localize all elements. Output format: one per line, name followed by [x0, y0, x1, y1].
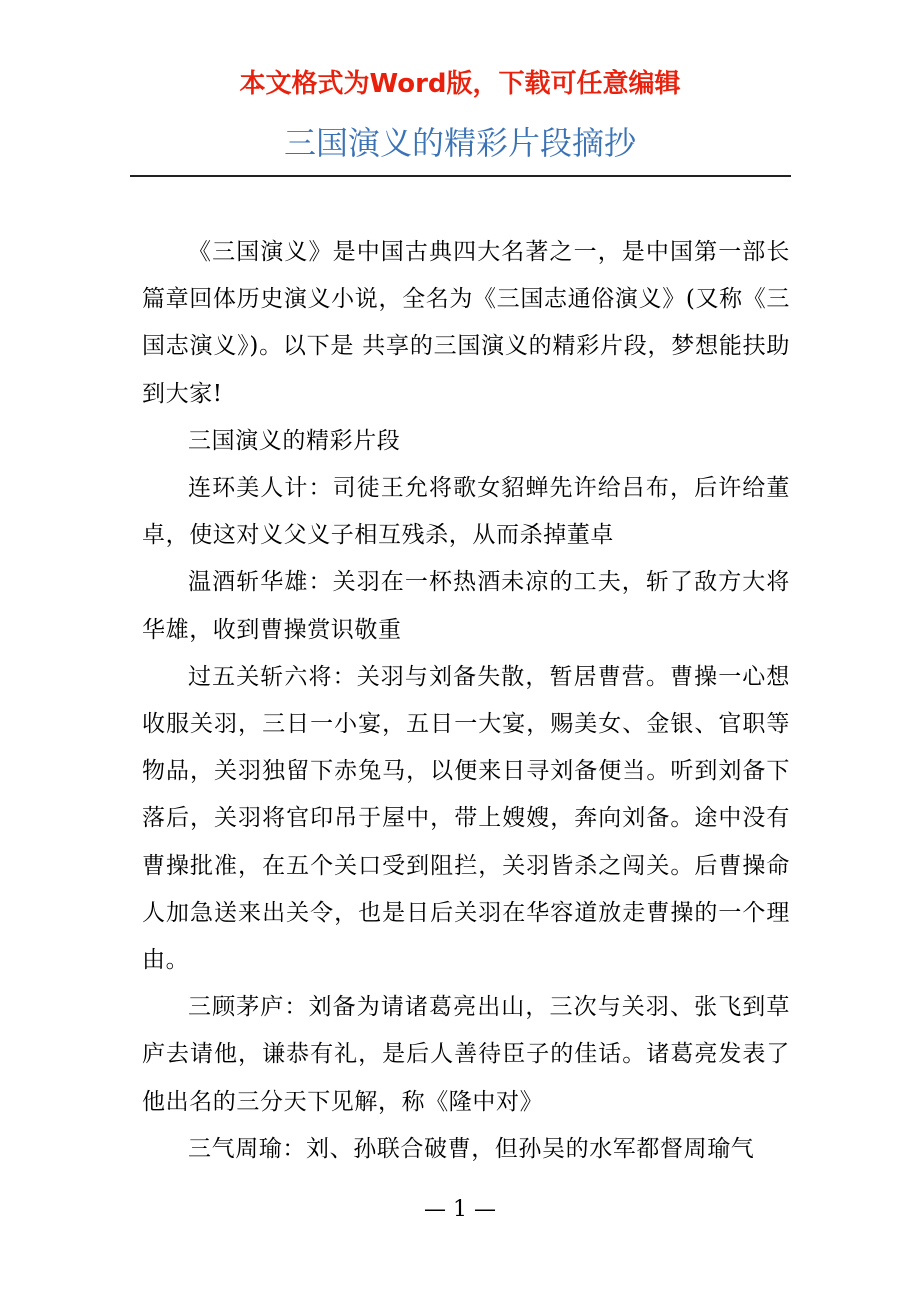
- word-format-banner: 本文格式为Word版，下载可任意编辑: [239, 69, 681, 99]
- paragraph-sangu-maolu: 三顾茅庐：刘备为请诸葛亮出山，三次与关羽、张飞到草庐去请他，谦恭有礼，是后人善待臣子的佳话。诸葛亮发表了他出名的三分天下见解，称《隆中对》: [142, 994, 790, 1115]
- paragraph-section-heading: 三国演义的精彩片段: [188, 427, 401, 454]
- paragraph-guo-wuguan-zhan-liujiang: 过五关斩六将：关羽与刘备失散，暂居曹营。曹操一心想收服关羽，三日一小宴，五日一大宴，赐美女、金银、官职等物品，关羽独留下赤兔马，以便来日寻刘备便当。听到刘备下落后，关羽将官印吊于屋中，带上嫂嫂，奔向刘备。途中没有曹操批准，在五个关口受到阻拦，关羽皆杀之闯关。后曹操命人加急送来出关令，也是日后关羽在华容道放走曹操的一个理由。: [142, 663, 790, 974]
- paragraph-intro: 《三国演义》是中国古典四大名著之一，是中国第一部长篇章回体历史演义小说，全名为《三国志通俗演义》(又称《三国志演义》)。以下是 共享的三国演义的精彩片段，梦想能扶助到大家!: [142, 239, 790, 407]
- title-divider: [130, 175, 791, 177]
- page-title: 三国演义的精彩片段摘抄: [283, 124, 636, 162]
- page-number: — 1 —: [424, 1197, 496, 1222]
- paragraph-sanqi-zhouyu: 三气周瑜：刘、孙联合破曹，但孙吴的水军都督周瑜气: [188, 1135, 755, 1162]
- article-body: [142, 229, 790, 1173]
- paragraph-wenjiu-zhan-huaxiong: 温酒斩华雄：关羽在一杯热酒未凉的工夫，斩了敌方大将华雄，收到曹操赏识敬重: [142, 569, 790, 643]
- paragraph-lianhuan-meirenji: 连环美人计：司徒王允将歌女貂蝉先许给吕布，后许给董卓，使这对义父义子相互残杀，从而杀掉董卓: [142, 475, 790, 549]
